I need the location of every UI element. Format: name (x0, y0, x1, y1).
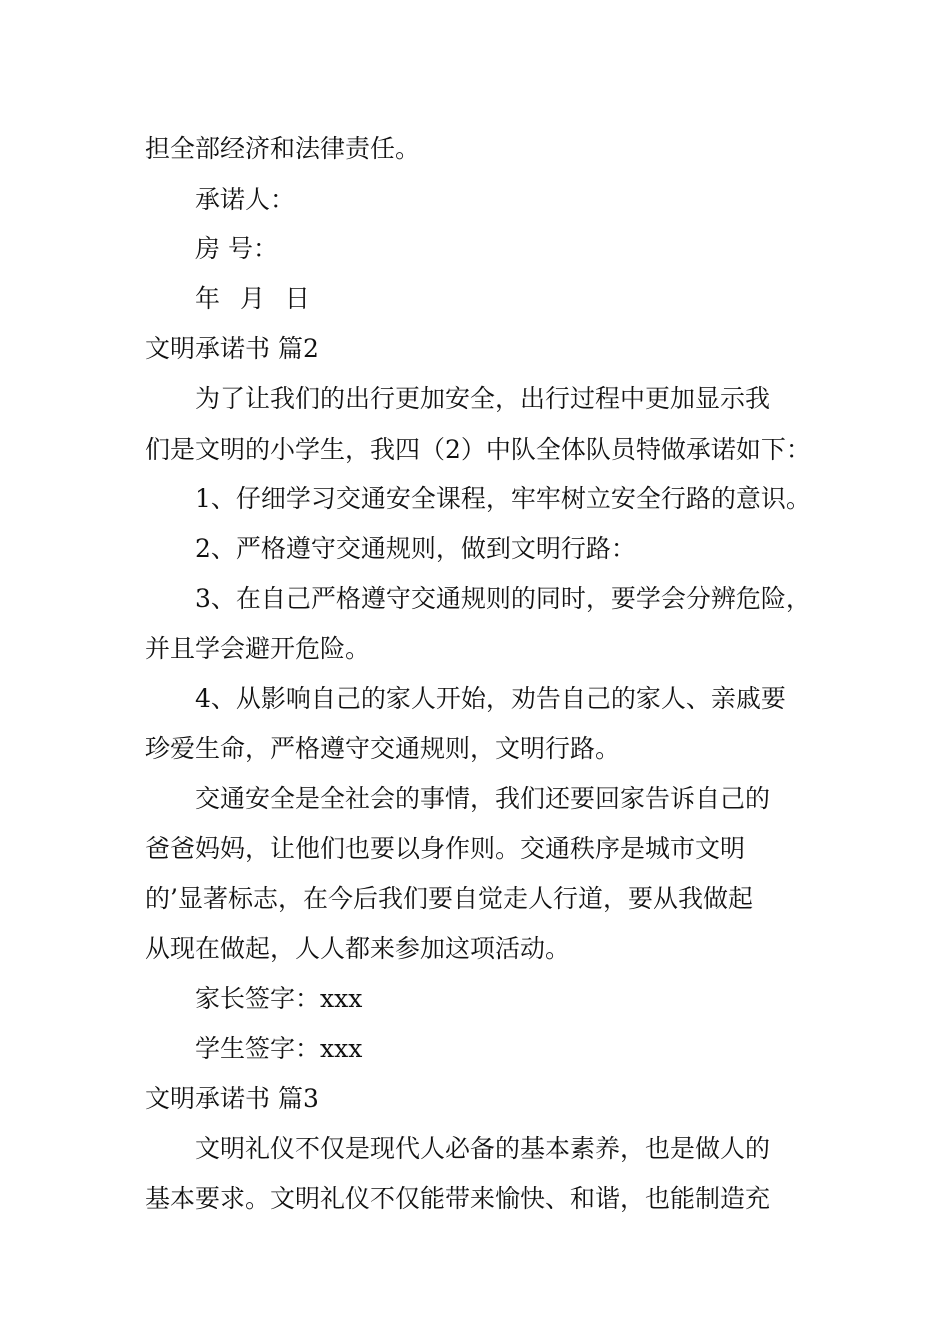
text-line: 为了让我们的出行更加安全，出行过程中更加显示我 (195, 384, 771, 413)
list-item: 4、从影响自己的家人开始，劝告自己的家人、亲戚要 (195, 684, 786, 713)
text-line: 从现在做起，人人都来参加这项活动。 (145, 934, 571, 963)
list-item: 1、仔细学习交通安全课程，牢牢树立安全行路的意识。 (195, 484, 811, 513)
text-line: 的’显著标志，在今后我们要自觉走人行道，要从我做起 (145, 884, 753, 913)
text-line: 珍爱生命，严格遵守交通规则，文明行路。 (145, 734, 621, 763)
date-label: 年 月 日 (195, 284, 316, 313)
text-line: 交通安全是全社会的事情，我们还要回家告诉自己的 (195, 784, 771, 813)
section-heading: 文明承诺书 篇3 (145, 1084, 319, 1113)
promisor-label: 承诺人： (195, 185, 296, 214)
text-line: 担全部经济和法律责任。 (145, 134, 421, 163)
parent-signature-label: 家长签字：xxx (195, 984, 363, 1013)
text-line: 爸爸妈妈，让他们也要以身作则。交通秩序是城市文明 (145, 834, 746, 863)
section-heading: 文明承诺书 篇2 (145, 334, 319, 363)
text-line: 基本要求。文明礼仪不仅能带来愉快、和谐，也能制造充 (145, 1184, 771, 1213)
list-item: 3、在自己严格遵守交通规则的同时，要学会分辨危险， (195, 584, 811, 613)
text-line: 文明礼仪不仅是现代人必备的基本素养，也是做人的 (195, 1134, 771, 1163)
text-line: 们是文明的小学生，我四（2）中队全体队员特做承诺如下： (145, 435, 811, 464)
list-item: 2、严格遵守交通规则，做到文明行路： (195, 534, 636, 563)
text-line: 并且学会避开危险。 (145, 634, 371, 663)
room-number-label: 房 号： (195, 234, 278, 263)
student-signature-label: 学生签字：xxx (195, 1034, 363, 1063)
